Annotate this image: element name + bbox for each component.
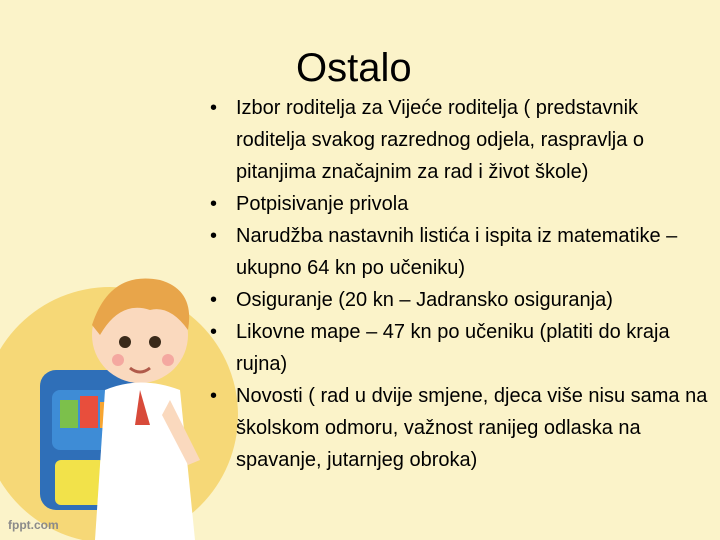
- bullet-item: • Narudžba nastavnih listića i ispita iz matematike – ukupno 64 kn po učeniku): [210, 220, 710, 284]
- bullet-list: [210, 92, 710, 476]
- bullet-item: • Osiguranje (20 kn – Jadransko osiguranja): [210, 284, 710, 316]
- bullet-item: • Izbor roditelja za Vijeće roditelja ( predstavnik roditelja svakog razrednog odjela, raspravlja o pitanjima značajnim za rad i život škole): [210, 92, 710, 188]
- bullet-item: • Likovne mape – 47 kn po učeniku (platiti do kraja rujna): [210, 316, 710, 380]
- bullet-item: • Novosti ( rad u dvije smjene, djeca više nisu sama na školskom odmoru, važnost ranijeg odlaska na spavanje, jutarnjeg obroka): [210, 380, 710, 476]
- watermark: fppt.com: [8, 518, 59, 532]
- bullet-item: • Potpisivanje privola: [210, 188, 710, 220]
- schoolchild-with-backpack-illustration: [0, 250, 240, 540]
- slide-title: Ostalo: [296, 46, 412, 90]
